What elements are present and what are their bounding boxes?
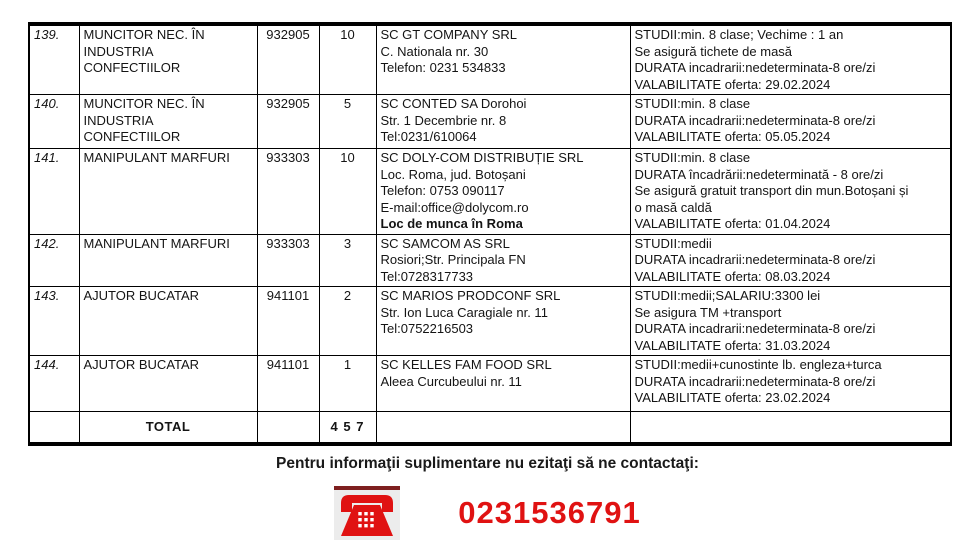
text-line: STUDII:medii: [634, 235, 712, 251]
text-line: CONFECTIILOR: [83, 60, 181, 75]
text-line: C. Nationala nr. 30: [380, 43, 489, 59]
text-line: Tel:0752216503: [380, 321, 474, 336]
table-row: [29, 234, 951, 287]
vacancies-count: [319, 234, 376, 287]
text-line: INDUSTRIA: [83, 112, 154, 128]
offer-details: [630, 95, 951, 149]
text-line: DURATA incadrarii:nedeterminata-8 ore/zi: [634, 60, 876, 75]
text-line: SC MARIOS PRODCONF SRL: [380, 288, 561, 303]
phone-contact-row: [0, 486, 975, 540]
row-number: [29, 234, 79, 287]
text-line: STUDII:min. 8 clase: [634, 96, 751, 111]
row-number: [29, 24, 79, 95]
occupation-code: [257, 24, 319, 95]
row-number: [29, 287, 79, 356]
total-empty-cell: [29, 412, 79, 444]
occupation-code: [257, 287, 319, 356]
total-value: 4 5 7: [319, 412, 376, 444]
text-line: STUDII:medii+cunostinte lb. engleza+turca: [634, 357, 882, 372]
job-title: [79, 234, 257, 287]
text-line: 139.: [34, 27, 60, 42]
text-line: MANIPULANT MARFURI: [83, 235, 230, 251]
text-line: Str. 1 Decembrie nr. 8: [380, 112, 507, 128]
total-empty-cell: [630, 412, 951, 444]
text-line: STUDII:min. 8 clase: [634, 150, 751, 165]
red-telephone-icon: [334, 486, 400, 540]
text-line: DURATA incadrarii:nedeterminata-8 ore/zi: [634, 252, 876, 267]
employer-info: [376, 149, 630, 235]
row-number: [29, 149, 79, 235]
offer-details: [630, 149, 951, 235]
text-line: 10: [340, 27, 355, 42]
vacancies-count: [319, 149, 376, 235]
table-row: [29, 356, 951, 412]
text-line: Telefon: 0753 090117: [380, 183, 505, 198]
text-line: Str. Ion Luca Caragiale nr. 11: [380, 304, 548, 320]
text-line: SC CONTED SA Dorohoi: [380, 96, 527, 111]
occupation-code: [257, 234, 319, 287]
text-line: AJUTOR BUCATAR: [83, 357, 200, 372]
text-line: 933303: [266, 150, 310, 165]
vacancies-count: [319, 356, 376, 412]
text-line: 933303: [266, 235, 310, 251]
text-line: VALABILITATE oferta: 23.02.2024: [634, 390, 831, 405]
job-title: [79, 24, 257, 95]
text-line: E-mail:office@dolycom.ro: [380, 199, 529, 215]
occupation-code: [257, 95, 319, 149]
text-line: Se asigură tichete de masă: [634, 43, 793, 59]
text-line: Tel:0728317733: [380, 268, 474, 284]
job-offers-table: [28, 22, 952, 446]
employer-info: [376, 95, 630, 149]
employer-info: [376, 24, 630, 95]
contact-info-text: Pentru informaţii suplimentare nu ezitaţi să ne contactaţi:: [276, 455, 699, 472]
job-title: [79, 149, 257, 235]
text-line: 143.: [34, 288, 60, 303]
employer-info: [376, 356, 630, 412]
job-title: [79, 287, 257, 356]
job-title: [79, 356, 257, 412]
text-line: DURATA incadrarii:nedeterminata-8 ore/zi: [634, 321, 876, 336]
row-number: [29, 356, 79, 412]
employer-info: [376, 234, 630, 287]
text-line: Se asigura TM +transport: [634, 304, 782, 320]
text-line: Aleea Curcubeului nr. 11: [380, 373, 522, 389]
vacancies-count: [319, 287, 376, 356]
text-line: 941101: [266, 357, 310, 372]
text-line: Se asigură gratuit transport din mun.Botoșani și: [634, 183, 909, 198]
text-line: 1: [343, 357, 352, 372]
row-number: [29, 95, 79, 149]
text-line: VALABILITATE oferta: 08.03.2024: [634, 268, 831, 284]
text-line: 2: [343, 288, 352, 303]
text-line: SC SAMCOM AS SRL: [380, 235, 510, 251]
text-line: MANIPULANT MARFURI: [83, 150, 230, 165]
vacancies-count: [319, 24, 376, 95]
text-line: SC DOLY-COM DISTRIBUȚIE SRL: [380, 150, 584, 165]
occupation-code: [257, 356, 319, 412]
text-line: DURATA incadrarii:nedeterminata-8 ore/zi: [634, 373, 876, 389]
text-line: DURATA încadrării:nedeterminată - 8 ore/zi: [634, 166, 884, 182]
text-line: AJUTOR BUCATAR: [83, 288, 200, 303]
text-line: o masă caldă: [634, 199, 712, 215]
contact-phone-number: 0231536791: [458, 495, 641, 530]
offer-details: [630, 24, 951, 95]
table-row: [29, 24, 951, 95]
text-line: VALABILITATE oferta: 01.04.2024: [634, 216, 831, 231]
table-row: [29, 287, 951, 356]
text-line: 142.: [34, 235, 60, 251]
text-line: STUDII:medii;SALARIU:3300 lei: [634, 288, 821, 303]
text-line: 932905: [266, 96, 310, 111]
text-line: 140.: [34, 96, 60, 111]
text-line: VALABILITATE oferta: 05.05.2024: [634, 129, 831, 144]
text-line: MUNCITOR NEC. ÎN: [83, 27, 205, 42]
text-line: VALABILITATE oferta: 31.03.2024: [634, 337, 831, 353]
total-label: TOTAL: [79, 412, 257, 444]
offer-details: [630, 287, 951, 356]
offer-details: [630, 356, 951, 412]
text-line: 932905: [266, 27, 310, 42]
text-line: Tel:0231/610064: [380, 129, 477, 144]
text-line: Loc de munca în Roma: [380, 216, 523, 231]
text-line: CONFECTIILOR: [83, 129, 181, 144]
offer-details: [630, 234, 951, 287]
table-row: [29, 95, 951, 149]
text-line: Rosiori;Str. Principala FN: [380, 252, 526, 267]
text-line: 141.: [34, 150, 60, 165]
text-line: Telefon: 0231 534833: [380, 60, 506, 75]
total-empty-cell: [257, 412, 319, 444]
text-line: VALABILITATE oferta: 29.02.2024: [634, 76, 831, 92]
text-line: DURATA incadrarii:nedeterminata-8 ore/zi: [634, 112, 876, 128]
total-row: [29, 412, 951, 444]
text-line: SC KELLES FAM FOOD SRL: [380, 357, 552, 372]
text-line: SC GT COMPANY SRL: [380, 27, 518, 42]
text-line: STUDII:min. 8 clase; Vechime : 1 an: [634, 27, 844, 42]
text-line: 10: [340, 150, 355, 165]
occupation-code: [257, 149, 319, 235]
text-line: 3: [343, 235, 352, 251]
text-line: 5: [343, 96, 352, 111]
text-line: INDUSTRIA: [83, 43, 154, 59]
text-line: Loc. Roma, jud. Botoșani: [380, 166, 526, 182]
text-line: MUNCITOR NEC. ÎN: [83, 96, 205, 111]
total-empty-cell: [376, 412, 630, 444]
employer-info: [376, 287, 630, 356]
vacancies-count: [319, 95, 376, 149]
text-line: 941101: [266, 288, 310, 303]
text-line: 144.: [34, 357, 60, 372]
job-title: [79, 95, 257, 149]
table-row: [29, 149, 951, 235]
